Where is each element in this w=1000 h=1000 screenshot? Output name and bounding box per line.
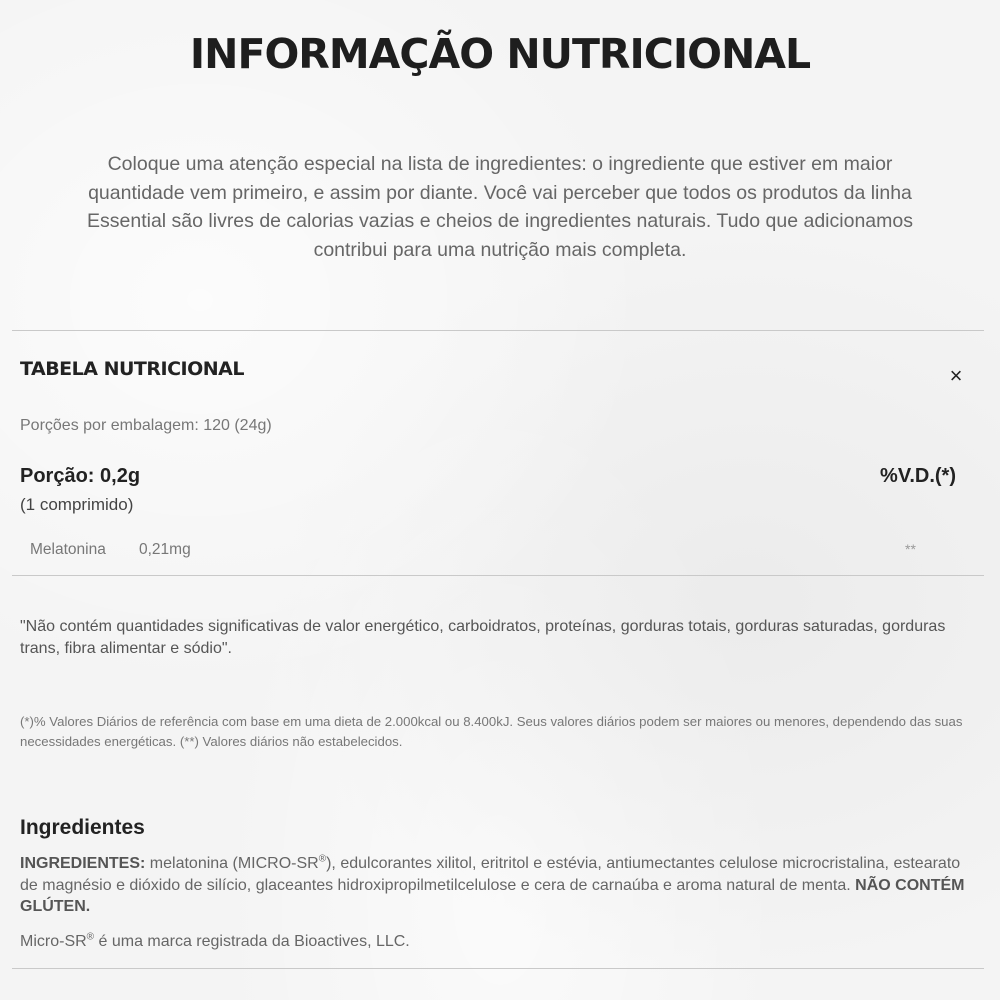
trademark-text: é uma marca registrada da Bioactives, LLC. [94,933,410,950]
daily-value-header: %V.D.(*) [880,465,956,487]
page-title: INFORMAÇÃO NUTRICIONAL [189,30,811,78]
portion-unit: (1 comprimido) [20,495,134,514]
nutrient-name: Melatonina [30,541,106,558]
daily-value-footnote: (*)% Valores Diários de referência com base em uma dieta de 2.000kcal ou 8.400kJ. Seus valores diários podem ser maiores ou menores, dependendo das suas necessidades energéticas. (**) Valores diários não estabelecidos. [20,714,963,749]
ingredients-list-part1: melatonina (MICRO-SR [145,855,319,872]
nutrition-table-heading: TABELA NUTRICIONAL [20,358,244,380]
ingredients-list-part2: ), edulcorantes xilitol, eritritol e estévia, antiumectantes celulose microcristalina, estearato de magnésio e dióxido de silício, glaceantes hidroxipropilmetilcelulose e cera de carnaúba e aroma natural de menta. [20,855,961,894]
close-icon[interactable]: × [949,363,963,388]
divider [12,575,984,576]
servings-per-package: Porções por embalagem: 120 (24g) [20,417,272,434]
registered-mark: ® [318,853,327,865]
trademark-brand: Micro-SR [20,933,87,950]
trademark-notice [20,933,410,951]
intro-paragraph: Coloque uma atenção especial na lista de ingredientes: o ingrediente que estiver em maior quantidade vem primeiro, e assim por diante. Você vai perceber que todos os produtos da linha Essential são livres de calorias vazias e cheios de ingredientes naturais. Tudo que adicionamos contribui para uma nutrição mais completa. [87,153,913,261]
ingredients-text [20,853,980,918]
gluten-free-notice: NÃO CONTÉM GLÚTEN. [20,876,965,915]
nutrition-note: "Não contém quantidades significativas de valor energético, carboidratos, proteínas, gorduras totais, gorduras saturadas, gorduras trans, fibra alimentar e sódio". [20,618,946,657]
portion-size: Porção: 0,2g [20,465,141,487]
divider [12,968,984,969]
nutrient-daily-value: ** [905,541,916,557]
ingredients-label: INGREDIENTES: [20,855,146,872]
registered-mark: ® [86,931,95,943]
divider [12,330,984,331]
ingredients-heading: Ingredientes [20,816,145,839]
nutrient-amount: 0,21mg [139,541,191,558]
